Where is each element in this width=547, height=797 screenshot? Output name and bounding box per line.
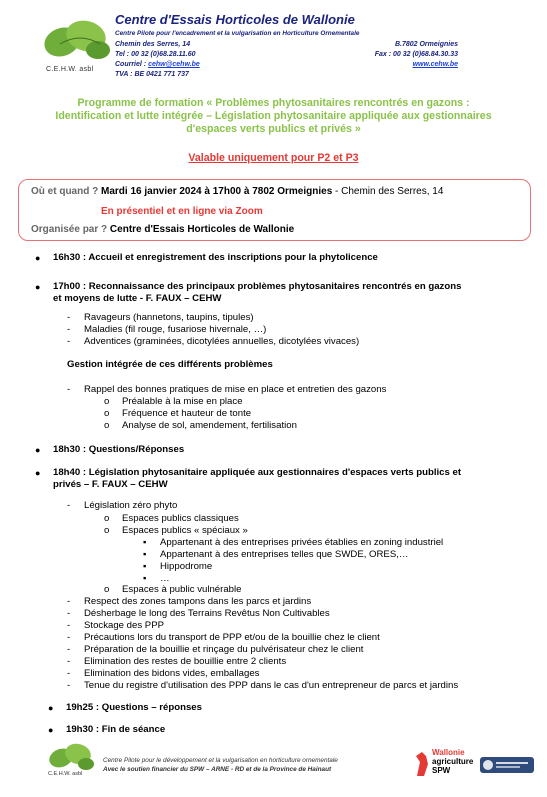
list-item: Elimination des restes de bouillie entre 2 clients	[84, 656, 287, 667]
list-item: Rappel des bonnes pratiques de mise en place et entretien des gazons	[84, 384, 387, 395]
footer-logo-caption: C.E.H.W. asbl	[48, 771, 83, 777]
bullet-icon: ●	[48, 703, 54, 713]
wallonie-agriculture-logo: Wallonie agriculture SPW	[414, 748, 474, 780]
list-item: Ravageurs (hannetons, taupins, tipules)	[84, 312, 254, 323]
agenda-item: 17h00 : Reconnaissance des principaux problèmes phytosanitaires rencontrés en gazons	[53, 281, 462, 292]
agenda-item: 18h40 : Législation phytosanitaire appliquée aux gestionnaires d'espaces verts publics et	[53, 467, 462, 478]
agenda-item-cont: privés – F. FAUX – CEHW	[53, 479, 168, 490]
list-item: Appartenant à des entreprises privées établies en zoning industriel	[160, 537, 444, 548]
org-subtitle: Centre Pilote pour l'encadrement et la vulgarisation en Horticulture Ornementale	[115, 30, 360, 37]
list-item: Précautions lors du transport de PPP et/ou de la bouillie chez le client	[84, 632, 380, 643]
org-name: Centre d'Essais Horticoles de Wallonie	[115, 12, 355, 27]
email-link[interactable]: cehw@cehw.be	[148, 61, 200, 68]
footer-logo-leaves-icon	[46, 740, 96, 772]
wallonie-rooster-icon	[414, 750, 430, 778]
cehw-logo-leaves-icon	[40, 14, 114, 64]
list-item: Tenue du registre d'utilisation des PPP dans le cas d'un entrepreneur de parcs et jardins	[84, 680, 459, 691]
list-item: Préparation de la bouillie et rinçage du pulvérisateur chez le client	[84, 644, 364, 655]
agenda-item-cont: et moyens de lutte - F. FAUX – CEHW	[53, 293, 222, 304]
fax-number: Fax : 00 32 (0)68.84.30.33	[374, 51, 458, 58]
list-item: Analyse de sol, amendement, fertilisation	[122, 420, 297, 431]
logo-caption: C.E.H.W. asbl	[46, 66, 94, 73]
address-street: Chemin des Serres, 14	[115, 41, 191, 48]
vat-number: TVA : BE 0421 771 737	[115, 71, 189, 78]
address-city: B.7802 Ormeignies	[394, 41, 458, 48]
list-item: Espaces à public vulnérable	[122, 584, 242, 595]
list-item: Appartenant à des entreprises telles que SWDE, ORES,…	[160, 549, 409, 560]
list-item: …	[160, 573, 170, 584]
email-line	[115, 61, 200, 68]
validity-note: Valable uniquement pour P2 et P3	[188, 152, 359, 164]
list-item: Adventices (graminées, dicotylées annuelles, dicotylées vivaces)	[84, 336, 360, 347]
partner-logo-badge	[480, 757, 534, 773]
list-item: Elimination des bidons vides, emballages	[84, 668, 260, 679]
program-title: Programme de formation « Problèmes phytosanitaires rencontrés en gazons : Identification et lutte intégrée – Législation phytosanitaire appliquée aux gestionnaires d'espaces verts publics et privés »	[55, 97, 492, 135]
list-item: Respect des zones tampons dans les parcs et jardins	[84, 596, 312, 607]
bullet-icon: ●	[35, 445, 41, 455]
partner-logo-icon	[480, 757, 534, 773]
bullet-icon: ●	[35, 468, 41, 478]
agenda-item: 16h30 : Accueil et enregistrement des inscriptions pour la phytolicence	[53, 252, 378, 263]
bullet-icon: ●	[48, 725, 54, 735]
where-when-line: Où et quand ? Mardi 16 janvier 2024 à 17h00 à 7802 Ormeignies - Chemin des Serres, 14	[31, 186, 444, 197]
organizer-line: Organisée par ? Centre d'Essais Horticoles de Wallonie	[31, 224, 295, 235]
agenda-item: 18h30 : Questions/Réponses	[53, 444, 185, 455]
bullet-icon: ●	[35, 253, 41, 263]
list-item: Préalable à la mise en place	[122, 396, 243, 407]
list-item: Stockage des PPP	[84, 620, 164, 631]
list-item: Espaces publics classiques	[122, 513, 239, 524]
list-item: Désherbage le long des Terrains Revêtus Non Cultivables	[84, 608, 330, 619]
email-label: Courriel :	[115, 61, 149, 68]
agenda-item: 19h25 : Questions – réponses	[66, 702, 202, 713]
bullet-icon: ●	[35, 282, 41, 292]
website-link[interactable]: www.cehw.be	[412, 61, 458, 68]
footer-text: Centre Pilote pour le développement et la vulgarisation en horticulture ornementale Avec le soutien financier du SPW – ARNE - RD et de la Province de Hainaut	[103, 757, 338, 773]
section-heading: Gestion intégrée de ces différents problèmes	[67, 359, 273, 370]
list-item: Maladies (fil rouge, fusariose hivernale, …)	[84, 324, 267, 335]
list-item: Espaces publics « spéciaux »	[122, 525, 248, 536]
list-item: Fréquence et hauteur de tonte	[122, 408, 252, 419]
attendance-mode: En présentiel et en ligne via Zoom	[101, 206, 263, 217]
list-item: Législation zéro phyto	[84, 500, 178, 511]
phone-number: Tel : 00 32 (0)68.28.11.60	[115, 51, 196, 58]
agenda-item: 19h30 : Fin de séance	[66, 724, 166, 735]
list-item: Hippodrome	[160, 561, 213, 572]
